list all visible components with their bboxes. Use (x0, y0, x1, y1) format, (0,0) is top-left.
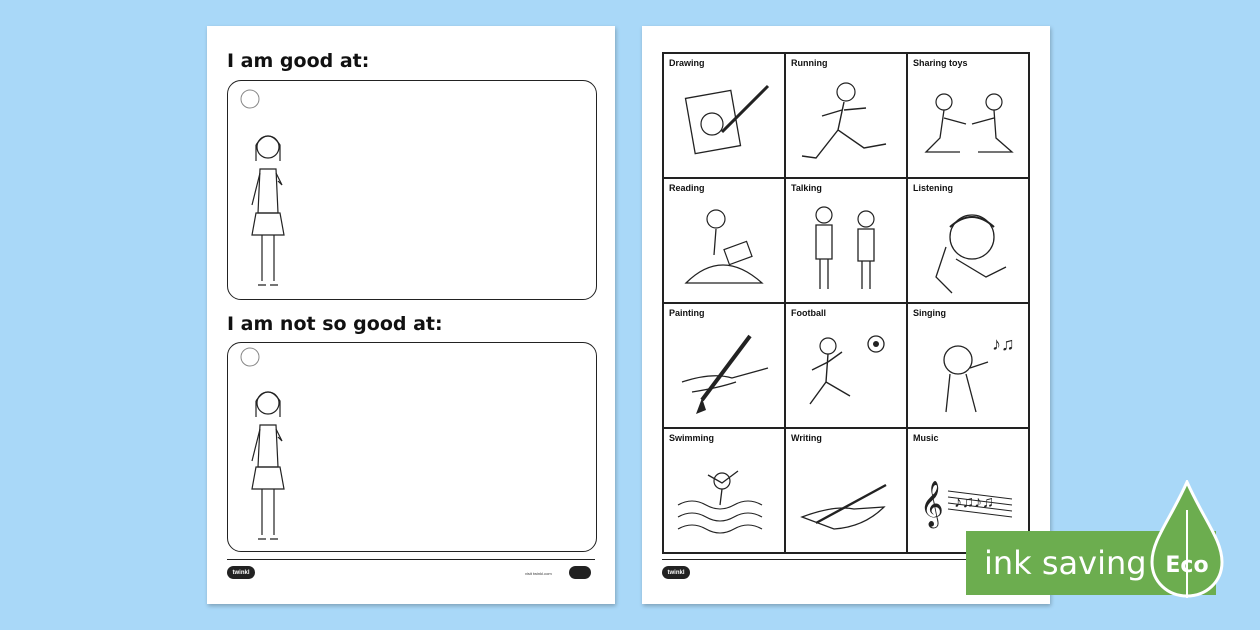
twinkl-logo: twinkl (662, 566, 690, 579)
eco-leaf-icon (1150, 480, 1224, 600)
svg-text:♪♫♪♫: ♪♫♪♫ (954, 494, 994, 511)
ink-saving-text: ink saving (984, 544, 1147, 582)
girl-figure-icon (238, 85, 298, 295)
writing-icon (794, 447, 898, 547)
activity-grid (662, 52, 1030, 554)
svg-text:𝄞: 𝄞 (920, 482, 944, 526)
not-so-good-at-box (227, 342, 597, 552)
twinkl-small-logo (569, 566, 591, 579)
painting-icon (672, 322, 776, 422)
footer-url: visit twinkl.com (525, 571, 552, 576)
activity-label: Writing (791, 433, 822, 443)
activity-label: Listening (913, 183, 953, 193)
activity-cell-painting (663, 303, 785, 428)
activity-label: Music (913, 433, 939, 443)
talking-icon (794, 197, 898, 297)
activity-cell-talking (785, 178, 907, 303)
girl-figure-icon (238, 345, 298, 549)
running-icon (794, 72, 898, 172)
twinkl-logo: twinkl (227, 566, 255, 579)
activity-cell-running (785, 53, 907, 178)
activity-label: Talking (791, 183, 822, 193)
sharing-toys-icon (916, 72, 1020, 172)
good-at-box (227, 80, 597, 300)
footer-divider (227, 559, 595, 560)
activity-cell-swimming (663, 428, 785, 553)
left-worksheet (207, 26, 615, 604)
heading-not-so-good-at: I am not so good at: (227, 313, 443, 335)
listening-icon (916, 197, 1020, 297)
activity-label: Painting (669, 308, 705, 318)
activity-label: Swimming (669, 433, 715, 443)
svg-text:♪♫: ♪♫ (992, 334, 1015, 354)
singing-icon (916, 322, 1020, 422)
activity-label: Singing (913, 308, 946, 318)
swimming-icon (672, 447, 776, 547)
activity-cell-writing (785, 428, 907, 553)
activity-cell-sharing-toys (907, 53, 1029, 178)
activity-label: Football (791, 308, 826, 318)
activity-cell-football (785, 303, 907, 428)
activity-label: Running (791, 58, 828, 68)
heading-good-at: I am good at: (227, 50, 370, 72)
reading-icon (672, 197, 776, 297)
activity-cell-drawing (663, 53, 785, 178)
activity-cell-reading (663, 178, 785, 303)
football-icon (794, 322, 898, 422)
activity-cell-singing (907, 303, 1029, 428)
activity-label: Sharing toys (913, 58, 968, 68)
activity-cell-listening (907, 178, 1029, 303)
right-worksheet (642, 26, 1050, 604)
activity-label: Drawing (669, 58, 705, 68)
eco-label: Eco (1165, 553, 1209, 578)
drawing-icon (672, 72, 776, 172)
activity-label: Reading (669, 183, 705, 193)
